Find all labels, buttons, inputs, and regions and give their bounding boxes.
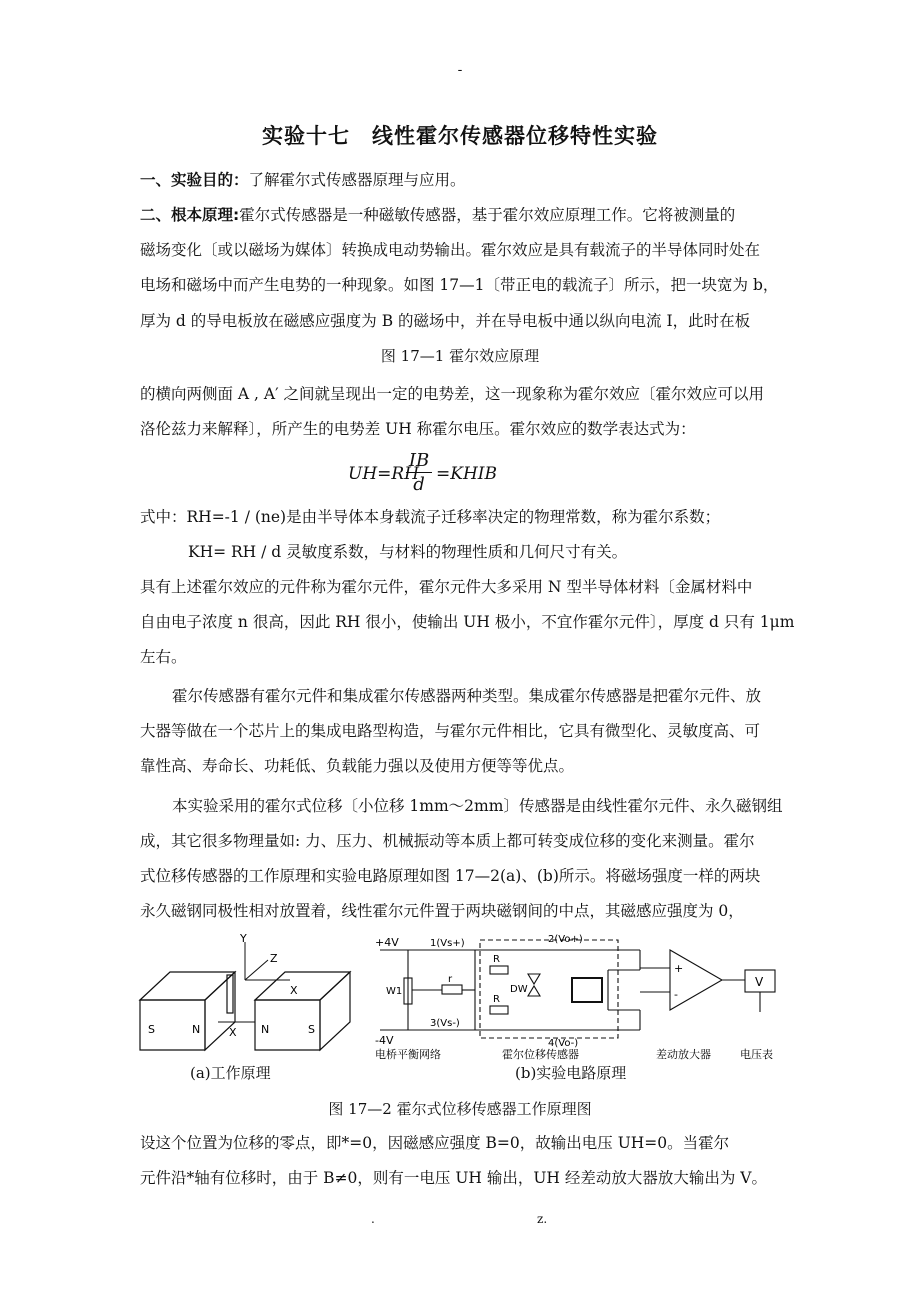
paragraph-line: 元件沿*轴有位移时，由于 B≠0，则有一电压 UH 输出，UH 经差动放大器放大输出为 V。 <box>140 1169 767 1187</box>
footer-left: . <box>371 1212 375 1226</box>
paragraph-line: 具有上述霍尔效应的元件称为霍尔元件，霍尔元件大多采用 N 型半导体材料〔金属材料中 <box>140 578 753 596</box>
paragraph-line: 厚为 d 的导电板放在磁感应强度为 B 的磁场中，并在导电板中通以纵向电流 I，此时在板 <box>140 312 751 330</box>
label-resistor-top: R <box>493 954 500 965</box>
label-pin-1: 1(Vs+) <box>430 938 465 949</box>
paragraph-line: 永久磁钢同极性相对放置着，线性霍尔元件置于两块磁钢间的中点，其磁感应强度为 0， <box>140 902 744 920</box>
paragraph-line: 洛伦兹力来解释〕，所产生的电势差 UH 称霍尔电压。霍尔效应的数学表达式为： <box>140 420 696 438</box>
pole-s-left: S <box>148 1023 155 1036</box>
label-r: r <box>448 974 453 985</box>
label-x-displacement: X <box>229 1026 237 1039</box>
formula-fraction <box>406 450 432 495</box>
label-resistor-bottom: R <box>493 994 500 1005</box>
label-y: Y <box>240 932 247 945</box>
section-1-text: 了解霍尔式传感器原理与应用。 <box>248 171 466 189</box>
pole-s-right: S <box>308 1023 315 1036</box>
paragraph-line: 设这个位置为位移的零点，即*=0，因磁感应强度 B=0，故输出电压 UH=0。当霍尔 <box>140 1134 730 1152</box>
figure-1-caption: 图 17—1 霍尔效应原理 <box>380 347 540 365</box>
fraction-bar <box>406 472 432 473</box>
section-2-label: 二、根本原理: <box>140 206 240 224</box>
paragraph-line: 大器等做在一个芯片上的集成电路型构造，与霍尔元件相比，它具有微型化、灵敏度高、可 <box>140 722 761 740</box>
section-2 <box>140 205 790 225</box>
pole-n-right: N <box>261 1023 270 1036</box>
magnet-left <box>140 972 235 1050</box>
label-pin-3: 3(Vs-) <box>430 1018 460 1029</box>
hall-element <box>227 975 233 1013</box>
paragraph-line: 自由电子浓度 n 很高，因此 RH 很小，使输出 UH 极小，不宜作霍尔元件〕，厚度 d 只有 1μm <box>140 613 795 631</box>
paragraph-line: 磁场变化〔或以磁场为媒体〕转换成电动势输出。霍尔效应是具有载流子的半导体同时处在 <box>140 241 761 259</box>
page-title: 实验十七 线性霍尔传感器位移特性实验 <box>262 124 658 148</box>
label-pin-4: 4(Vo-) <box>548 1038 579 1049</box>
label-dw: DW <box>510 984 528 995</box>
magnet-right <box>255 972 350 1050</box>
formula-numerator: IB <box>408 450 430 471</box>
paragraph-line: 左右。 <box>140 648 187 666</box>
figure-2b-caption: (b)实验电路原理 <box>515 1064 627 1082</box>
paragraph-line: 霍尔传感器有霍尔元件和集成霍尔传感器两种类型。集成霍尔传感器是把霍尔元件、放 <box>172 687 762 705</box>
label-diff-amp: 差动放大器 <box>656 1048 711 1060</box>
label-voltmeter-name: 电压表 <box>740 1048 773 1060</box>
paragraph-line: 的横向两侧面 A , A′ 之间就呈现出一定的电势差，这一现象称为霍尔效应〔霍尔效应可以用 <box>140 385 765 403</box>
label-hall-sensor: 霍尔位移传感器 <box>502 1048 579 1060</box>
formula-denominator: d <box>413 474 425 495</box>
hall-formula <box>348 450 548 500</box>
footer-right: z. <box>537 1212 548 1226</box>
paragraph-line: 成，其它很多物理量如: 力、压力、机械振动等本质上都可转变成位移的变化来测量。霍尔 <box>140 832 755 850</box>
label-plus-4v: +4V <box>375 936 399 949</box>
z-axis <box>245 960 268 980</box>
section-2-text: 霍尔式传感器是一种磁敏传感器，基于霍尔效应原理工作。它将被测量的 <box>239 206 736 224</box>
paragraph-line: 靠性高、寿命长、功耗低、负载能力强以及使用方便等等优点。 <box>140 757 575 775</box>
paragraph-line: 电场和磁场中而产生电势的一种现象。如图 17—1〔带正电的载流子〕所示，把一块宽为 b， <box>140 276 779 294</box>
label-x: X <box>290 984 298 997</box>
figure-2-diagram <box>130 930 790 1060</box>
pole-n-left: N <box>192 1023 201 1036</box>
label-w1: W1 <box>386 986 403 997</box>
section-1 <box>140 170 790 190</box>
label-amp-plus: + <box>674 962 684 975</box>
figure-2a-caption: (a)工作原理 <box>190 1064 271 1082</box>
formula-left: UH=RH <box>348 464 420 484</box>
label-z: Z <box>270 952 278 965</box>
figure-2-caption: 图 17—2 霍尔式位移传感器工作原理图 <box>328 1100 592 1118</box>
section-1-label: 一、实验目的： <box>140 171 249 189</box>
label-minus-4v: -4V <box>375 1034 394 1047</box>
formula-right: =KHIB <box>436 464 497 484</box>
paragraph-line: 式中：RH=-1 / (ne)是由半导体本身载流子迁移率决定的物理常数，称为霍尔系数； <box>140 508 721 526</box>
label-voltmeter: V <box>755 975 764 989</box>
label-amp-minus: - <box>674 988 678 1001</box>
page-header: - <box>457 62 463 78</box>
label-pin-2: 2(Vo+) <box>548 934 583 945</box>
paragraph-line: KH= RH / d 灵敏度系数，与材料的物理性质和几何尺寸有关。 <box>188 543 628 561</box>
paragraph-line: 式位移传感器的工作原理和实验电路原理如图 17—2(a)、(b)所示。将磁场强度一样的两块 <box>140 867 761 885</box>
label-bridge-network: 电桥平衡网络 <box>375 1048 441 1060</box>
paragraph-line: 本实验采用的霍尔式位移〔小位移 1mm～2mm〕传感器是由线性霍尔元件、永久磁钢组 <box>172 797 783 815</box>
